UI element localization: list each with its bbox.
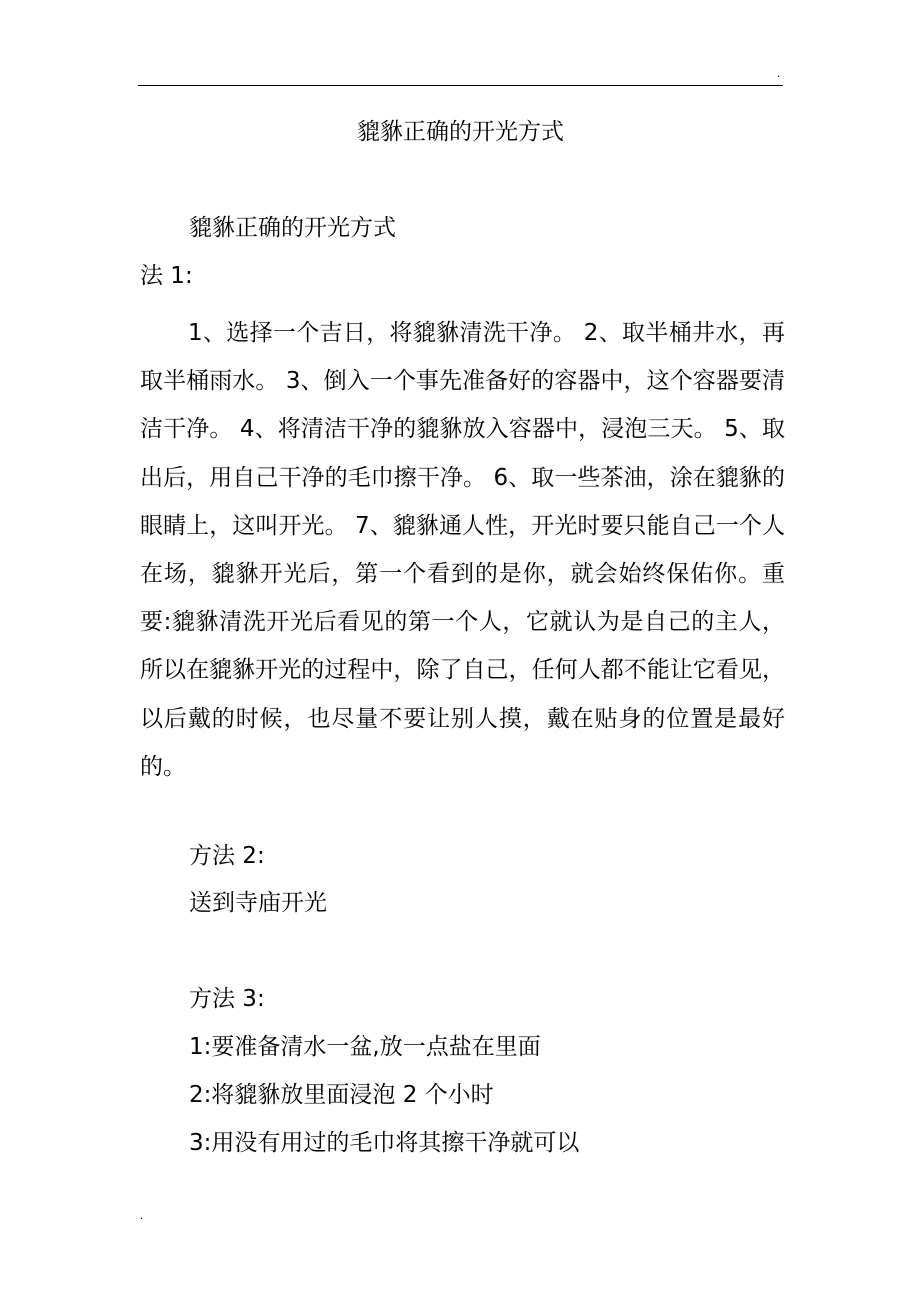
header-mark: .: [777, 69, 781, 80]
method3-step: 3:用没有用过的毛巾将其擦干净就可以: [189, 1130, 580, 1156]
header-rule: [138, 85, 783, 86]
method2-heading: 方法 2:: [189, 843, 265, 869]
method3-heading: 方法 3:: [189, 986, 265, 1012]
footer-mark: .: [140, 1211, 144, 1222]
method2-body: 送到寺庙开光: [189, 890, 327, 916]
method3-step: 1:要准备清水一盆,放一点盐在里面: [189, 1034, 541, 1060]
document-title: 貔貅正确的开光方式: [357, 119, 564, 145]
section-subtitle: 貔貅正确的开光方式: [189, 215, 396, 241]
method3-step: 2:将貔貅放里面浸泡 2 个小时: [189, 1082, 494, 1108]
method1-body: 1、选择一个吉日，将貔貅清洗干净。 2、取半桶井水，再取半桶雨水。 3、倒入一个事先准备好的容器中，这个容器要清洁干净。 4、将清洁干净的貔貅放入容器中，浸泡三天。 5、取出后，用自己干净的毛巾擦干净。 6、取一些茶油，涂在貔貅的眼睛上，这叫开光。 7、貔貅通人性，开光时要只能自己一个人在场，貔貅开光后，第一个看到的是你，就会始终保佑你。重要:貔貅清洗开光后看见的第一个人，它就认为是自己的主人，所以在貔貅开光的过程中，除了自己，任何人都不能让它看见，以后戴的时候，也尽量不要让别人摸，戴在贴身的位置是最好的。: [140, 320, 785, 780]
method1-heading: 法 1:: [140, 263, 193, 289]
